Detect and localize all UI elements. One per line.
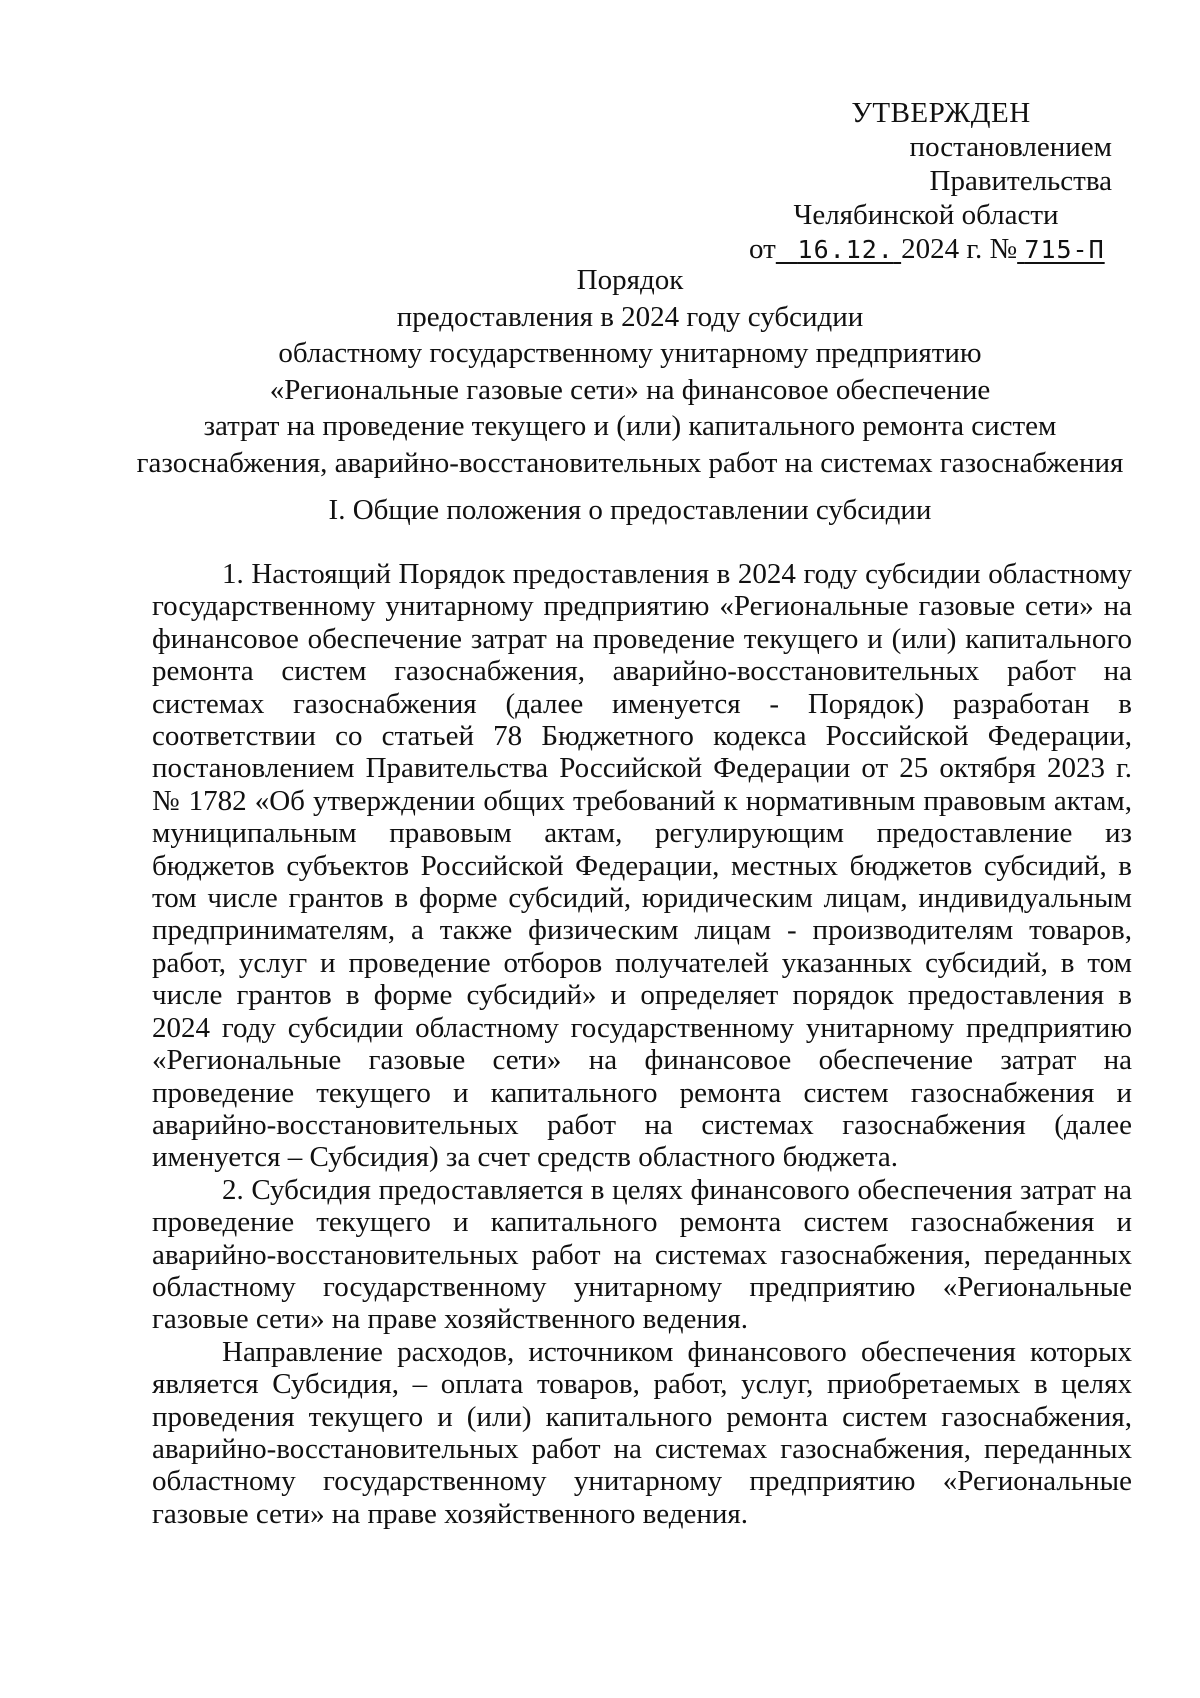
title-line: газоснабжения, аварийно-восстановительных работ на системах газоснабжения	[136, 446, 1124, 479]
date-blank-left	[776, 233, 798, 265]
approval-stamp	[726, 96, 1126, 267]
paragraph-1: 1. Настоящий Порядок предоставления в 2024 году субсидии областному государственному унитарному предприятию «Региональные газовые сети» на финансовое обеспечение затрат на проведение текущего и (или) капитального ремонта систем газоснабжения, аварийно-восстановительных работ на системах газоснабжения (далее именуется - Порядок) разработан в соответствии со статьей 78 Бюджетного кодекса Российской Федерации, постановлением Правительства Российской Федерации от 25 октября 2023 г. № 1782 «Об утверждении общих требований к нормативным правовым актам, муниципальным правовым актам, регулирующим предоставление из бюджетов субъектов Российской Федерации, местных бюджетов субсидий, в том числе грантов в форме субсидий, юридическим лицам, индивидуальным предпринимателям, а также физическим лицам - производителям товаров, работ, услуг и проведение отборов получателей указанных субсидий, в том числе грантов в форме субсидий» и определяет порядок предоставления в 2024 году субсидии областному государственному унитарному предприятию «Региональные газовые сети» на финансовое обеспечение затрат на проведение текущего и капитального ремонта систем газоснабжения и аварийно-восстановительных работ на системах газоснабжения (далее именуется – Субсидия) за счет средств областного бюджета.	[152, 558, 1132, 1174]
handwritten-date: 16.12.	[797, 235, 894, 264]
document-title	[130, 262, 1130, 481]
approval-title: УТВЕРЖДЕН	[851, 97, 1031, 129]
title-line: областному государственному унитарному предприятию	[278, 337, 982, 369]
date-prefix: от	[749, 233, 776, 265]
section-heading: I. Общие положения о предоставлении субсидии	[328, 494, 932, 526]
paragraph-2: 2. Субсидия предоставляется в целях финансового обеспечения затрат на проведение текущего и капитального ремонта систем газоснабжения и аварийно-восстановительных работ на системах газоснабжения, переданных областному государственному унитарному предприятию «Региональные газовые сети» на праве хозяйственного ведения.	[152, 1173, 1132, 1336]
paragraph-3: Направление расходов, источником финансового обеспечения которых является Субсидия, – оплата товаров, работ, услуг, приобретаемых в целях проведения текущего и (или) капитального ремонта систем газоснабжения, аварийно-восстановительных работ на системах газоснабжения, переданных областному государственному унитарному предприятию «Региональные газовые сети» на праве хозяйственного ведения.	[152, 1335, 1132, 1530]
handwritten-number: 715-П	[1024, 235, 1105, 264]
approval-line-2: Челябинской области	[793, 199, 1059, 231]
approval-line-1: постановлением Правительства	[909, 131, 1112, 197]
title-line: Порядок	[576, 264, 684, 296]
title-line: предоставления в 2024 году субсидии	[396, 300, 864, 333]
document-body	[152, 558, 1132, 1530]
date-year: 2024 г. №	[901, 233, 1018, 265]
title-line: «Региональные газовые сети» на финансовое обеспечение	[269, 373, 991, 406]
title-line: затрат на проведение текущего и (или) капитального ремонта систем	[203, 410, 1057, 442]
